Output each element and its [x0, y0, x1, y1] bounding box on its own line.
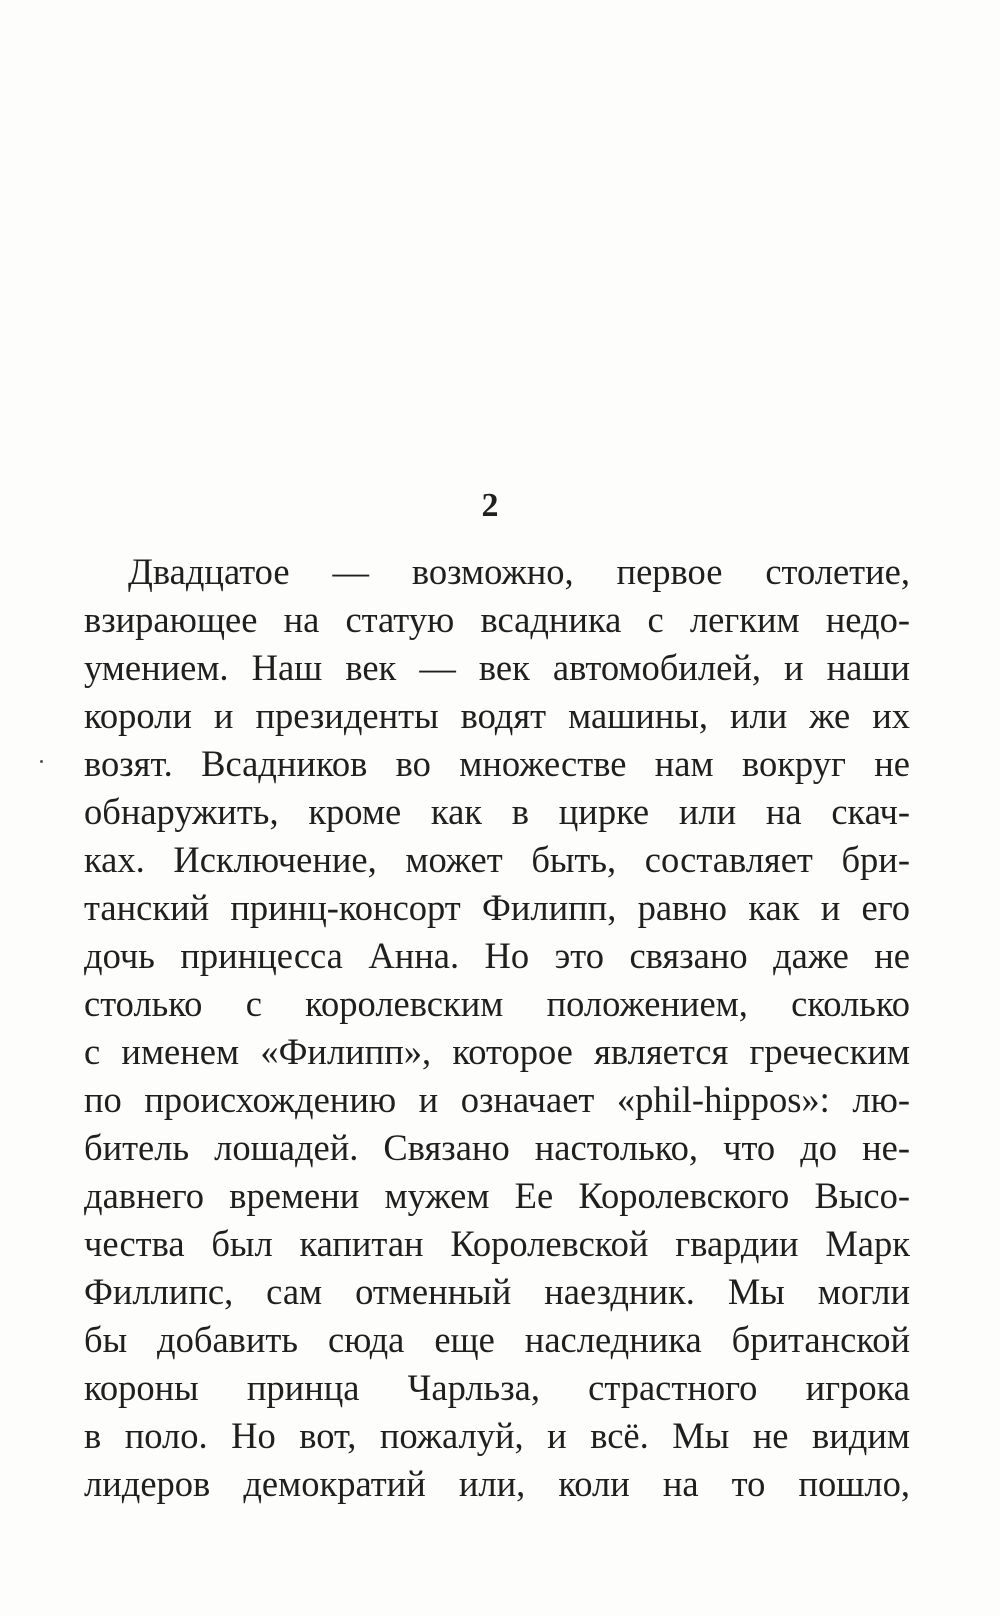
chapter-number: 2	[481, 487, 499, 524]
text-line: бы добавить сюда еще наследника британской	[84, 1319, 910, 1360]
text-line: битель лошадей. Связано настолько, что до не-	[84, 1127, 910, 1168]
chapter-body-paragraph	[84, 548, 910, 1508]
text-line: короны принца Чарльза, страстного игрока	[84, 1367, 910, 1408]
text-line: в поло. Но вот, пожалуй, и всё. Мы не видим	[84, 1415, 910, 1456]
text-line: по происхождению и означает «phil-hippos»: лю-	[84, 1079, 910, 1120]
text-line: короли и президенты водят машины, или же их	[84, 695, 910, 736]
text-line: столько с королевским положением, сколько	[84, 983, 910, 1024]
text-line: дочь принцесса Анна. Но это связано даже не	[84, 935, 910, 976]
text-line: возят. Всадников во множестве нам вокруг не	[84, 743, 910, 784]
text-line: Филлипс, сам отменный наездник. Мы могли	[84, 1271, 910, 1312]
text-line: давнего времени мужем Ее Королевского Высо-	[84, 1175, 910, 1216]
text-line: умением. Наш век — век автомобилей, и наши	[84, 647, 910, 688]
text-line: танский принц-консорт Филипп, равно как и его	[84, 887, 910, 928]
text-line: обнаружить, кроме как в цирке или на скач-	[84, 791, 910, 832]
text-line: взирающее на статую всадника с легким недо-	[84, 599, 910, 640]
text-line: Двадцатое — возможно, первое столетие,	[128, 551, 910, 592]
scan-speck	[40, 760, 43, 763]
text-line: чества был капитан Королевской гвардии Марк	[84, 1223, 910, 1264]
text-line: ках. Исключение, может быть, составляет бри-	[84, 839, 910, 880]
text-line: с именем «Филипп», которое является греческим	[84, 1031, 910, 1072]
text-line: лидеров демократий или, коли на то пошло,	[84, 1463, 910, 1504]
